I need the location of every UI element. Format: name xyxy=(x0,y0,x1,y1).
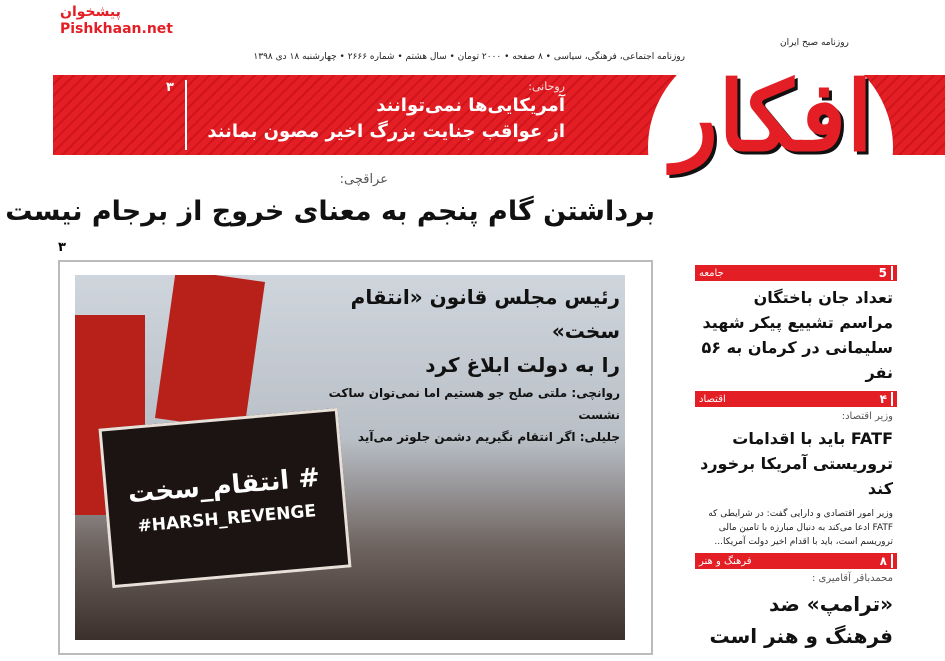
photo-story[interactable] xyxy=(300,280,620,448)
lead-kicker: عراقچی: xyxy=(339,172,388,187)
story-title: تعداد جان باختگان مراسم تشییع پیکر شهید سلیمانی در کرمان به ۵۶ نفر xyxy=(701,288,893,382)
photo-sub: روانچی: ملتی صلح جو هستیم اما نمی‌توان ساکت نشست xyxy=(328,386,620,422)
story-title: FATF باید با اقدامات تروریستی آمریکا برخورد کند xyxy=(700,429,893,498)
section-label: اقتصاد xyxy=(699,393,726,405)
story-title: «ترامپ» ضد فرهنگ و هنر است xyxy=(709,592,893,648)
flag xyxy=(155,275,265,431)
divider xyxy=(185,80,187,150)
watermark xyxy=(60,4,173,38)
logo-subtitle: روزنامه صبح ایران xyxy=(780,38,849,48)
photo-title: را به دولت ابلاغ کرد xyxy=(425,353,620,377)
section-label: جامعه xyxy=(699,267,724,279)
teaser-line: از عواقب جنایت بزرگ اخیر مصون بمانند xyxy=(207,121,565,142)
story-culture[interactable] xyxy=(695,553,897,658)
teaser-page: ۳ xyxy=(166,80,174,95)
masthead-meta: روزنامه اجتماعی، فرهنگی، سیاسی • ۸ صفحه • ۲۰۰۰ تومان • سال هشتم • شماره ۲۶۶۶ • چهارشنبه ۱۸ دی ۱۳۹۸ xyxy=(253,52,685,62)
newspaper-logo: افکار xyxy=(671,60,874,173)
section-page: 5 xyxy=(879,266,893,280)
sign-text-en: #HARSH_REVENGE xyxy=(136,501,317,537)
photo-sub: جلیلی: اگر انتقام نگیریم دشمن جلوتر می‌آید xyxy=(357,430,620,444)
section-page: ۸ xyxy=(880,554,893,568)
teaser[interactable] xyxy=(192,80,565,145)
photo-title: رئیس مجلس قانون «انتقام سخت» xyxy=(350,285,620,343)
watermark-fa: پیشخوان xyxy=(60,4,121,20)
section-bar xyxy=(695,391,897,407)
lead-headline[interactable]: برداشتن گام پنجم به معنای خروج از برجام نیست xyxy=(5,196,655,227)
sign-text-fa: # انتقام_سخت xyxy=(126,462,322,510)
lead-page: ۳ xyxy=(58,240,66,255)
section-page: ۴ xyxy=(880,392,893,406)
right-column xyxy=(695,265,897,658)
section-bar xyxy=(695,265,897,281)
story-economy[interactable] xyxy=(695,391,897,553)
story-body: وزیر امور اقتصادی و دارایی گفت: در شرایطی که FATF ادعا می‌کند به دنبال مبارزه با تامین مالی تروریسم است، باید با اقدام اخیر دولت آمریکا... xyxy=(708,509,893,547)
teaser-kicker: روحانی: xyxy=(528,80,565,93)
section-bar xyxy=(695,553,897,569)
story-kicker: وزیر اقتصاد: xyxy=(841,411,893,422)
teaser-line: آمریکایی‌ها نمی‌توانند xyxy=(376,95,565,116)
section-label: فرهنگ و هنر xyxy=(699,555,752,567)
watermark-en: Pishkhaan.net xyxy=(60,21,173,37)
story-society[interactable] xyxy=(695,265,897,391)
story-kicker: محمدباقر آقامیری : xyxy=(811,573,893,584)
